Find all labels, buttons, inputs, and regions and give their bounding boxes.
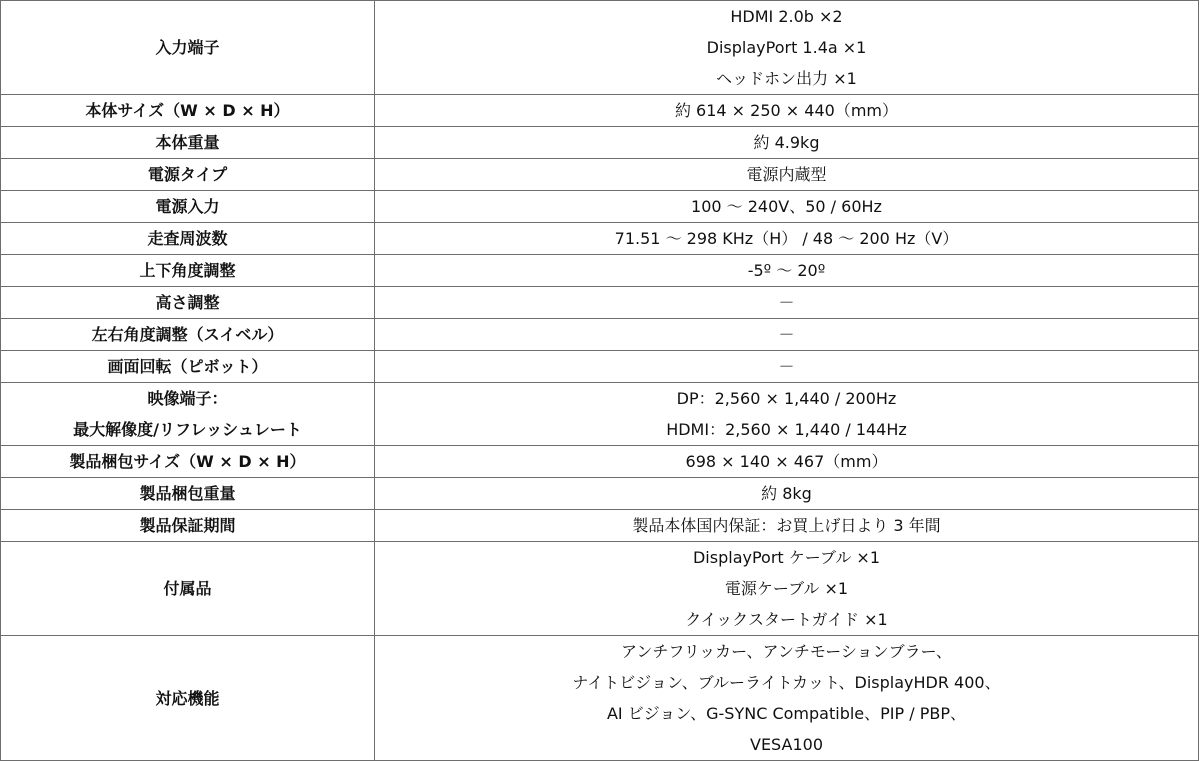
row-value-cell xyxy=(375,510,1199,542)
row-label: 走査周波数 xyxy=(147,229,228,248)
row-value-cell xyxy=(375,223,1199,255)
row-label-cell xyxy=(1,255,375,287)
row-value-cell xyxy=(375,191,1199,223)
row-value: DisplayPort 1.4a ×1 xyxy=(706,38,867,57)
row-value-cell xyxy=(375,636,1199,761)
row-value-cell xyxy=(375,95,1199,127)
table-row xyxy=(1,383,1199,446)
row-label-cell xyxy=(1,1,375,95)
row-value-cell xyxy=(375,383,1199,446)
row-value: － xyxy=(778,293,795,312)
row-label: 製品梱包サイズ（W × D × H） xyxy=(69,452,306,471)
table-row xyxy=(1,95,1199,127)
row-value: -5º ～ 20º xyxy=(747,261,826,280)
row-value: DisplayPort ケーブル ×1 xyxy=(692,548,880,567)
table-row xyxy=(1,287,1199,319)
row-value-cell xyxy=(375,287,1199,319)
row-label-cell xyxy=(1,351,375,383)
row-label-cell xyxy=(1,95,375,127)
row-label: 本体重量 xyxy=(155,133,220,152)
table-row xyxy=(1,319,1199,351)
table-row xyxy=(1,636,1199,761)
row-label: 左右角度調整（スイベル） xyxy=(91,325,284,344)
row-label: 最大解像度/リフレッシュレート xyxy=(73,420,302,439)
row-value: VESA100 xyxy=(750,735,823,754)
row-label-cell xyxy=(1,159,375,191)
row-value: 電源ケーブル ×1 xyxy=(724,579,849,598)
row-label-cell xyxy=(1,127,375,159)
row-value-cell xyxy=(375,446,1199,478)
table-row xyxy=(1,542,1199,636)
table-row xyxy=(1,223,1199,255)
row-label-cell xyxy=(1,319,375,351)
row-value: HDMI 2.0b ×2 xyxy=(730,7,843,26)
row-value: ナイトビジョン、ブルーライトカット、DisplayHDR 400、 xyxy=(572,673,1001,692)
row-value: 約 4.9kg xyxy=(753,133,820,152)
row-value-cell xyxy=(375,542,1199,636)
row-value: － xyxy=(778,357,795,376)
row-label: 高さ調整 xyxy=(155,293,220,312)
row-value: － xyxy=(778,325,795,344)
row-value: 電源内蔵型 xyxy=(746,165,827,184)
table-row xyxy=(1,191,1199,223)
row-value-cell xyxy=(375,1,1199,95)
row-label: 電源入力 xyxy=(155,197,220,216)
row-label-cell xyxy=(1,287,375,319)
row-value: 698 × 140 × 467（mm） xyxy=(685,452,888,471)
row-value: 100 ～ 240V、50 / 60Hz xyxy=(691,197,882,216)
row-label-cell xyxy=(1,478,375,510)
row-value: アンチフリッカー、アンチモーションブラー、 xyxy=(621,642,952,661)
row-label-cell xyxy=(1,446,375,478)
row-value-cell xyxy=(375,255,1199,287)
row-value: 71.51 ～ 298 KHz（H） / 48 ～ 200 Hz（V） xyxy=(614,229,959,248)
table-row xyxy=(1,446,1199,478)
row-label: 上下角度調整 xyxy=(139,261,236,280)
row-value: DP：2,560 × 1,440 / 200Hz xyxy=(676,389,897,408)
row-value: ヘッドホン出力 ×1 xyxy=(716,69,857,88)
table-row xyxy=(1,510,1199,542)
row-label: 本体サイズ（W × D × H） xyxy=(85,101,290,120)
row-value: クイックスタートガイド ×1 xyxy=(685,610,888,629)
table-row xyxy=(1,478,1199,510)
table-row xyxy=(1,159,1199,191)
row-label: 電源タイプ xyxy=(147,165,228,184)
row-label-cell xyxy=(1,383,375,446)
row-value: 約 8kg xyxy=(761,484,812,503)
table-row xyxy=(1,1,1199,95)
row-label-cell xyxy=(1,191,375,223)
row-value-cell xyxy=(375,159,1199,191)
row-label: 付属品 xyxy=(163,579,212,598)
row-label: 画面回転（ピボット） xyxy=(107,357,268,376)
row-value: HDMI：2,560 × 1,440 / 144Hz xyxy=(666,420,907,439)
spec-table-body xyxy=(1,1,1199,761)
row-label: 製品梱包重量 xyxy=(139,484,236,503)
row-label: 入力端子 xyxy=(155,38,220,57)
row-label-cell xyxy=(1,542,375,636)
table-row xyxy=(1,255,1199,287)
row-label-cell xyxy=(1,636,375,761)
row-value: AI ビジョン、G-SYNC Compatible、PIP / PBP、 xyxy=(606,704,966,723)
row-value-cell xyxy=(375,319,1199,351)
row-label: 製品保証期間 xyxy=(139,516,236,535)
row-label: 映像端子： xyxy=(147,389,228,408)
row-label-cell xyxy=(1,510,375,542)
row-value: 製品本体国内保証：お買上げ日より 3 年間 xyxy=(632,516,941,535)
row-value-cell xyxy=(375,127,1199,159)
row-value: 約 614 × 250 × 440（mm） xyxy=(674,101,899,120)
row-value-cell xyxy=(375,478,1199,510)
row-value-cell xyxy=(375,351,1199,383)
row-label: 対応機能 xyxy=(155,688,220,708)
table-row xyxy=(1,351,1199,383)
table-row xyxy=(1,127,1199,159)
row-label-cell xyxy=(1,223,375,255)
